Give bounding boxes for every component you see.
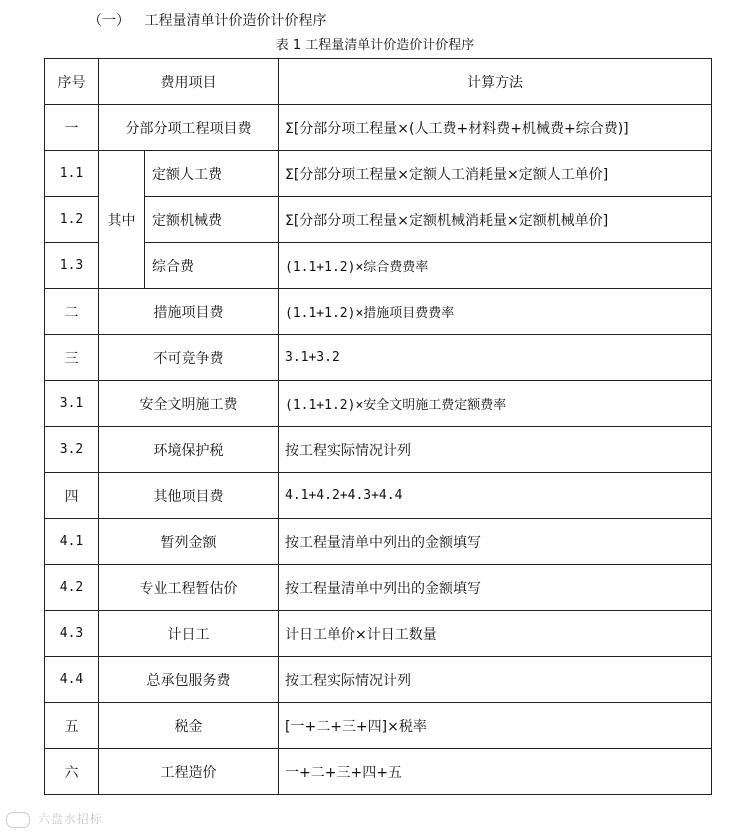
row-method: 一+二+三+四+五 [279, 749, 712, 795]
header-method: 计算方法 [279, 59, 712, 105]
row-item: 安全文明施工费 [99, 381, 279, 427]
table-row [45, 611, 712, 657]
row-seq: 4.2 [45, 565, 99, 611]
row-item: 总承包服务费 [99, 657, 279, 703]
row-method: (1.1+1.2)×措施项目费费率 [279, 289, 712, 335]
row-item: 不可竞争费 [99, 335, 279, 381]
table-row [45, 381, 712, 427]
row-method: 按工程实际情况计列 [279, 657, 712, 703]
table-row [45, 151, 712, 197]
row-item: 计日工 [99, 611, 279, 657]
row-seq: 4.1 [45, 519, 99, 565]
row-method: 计日工单价×计日工数量 [279, 611, 712, 657]
row-seq: 三 [45, 335, 99, 381]
watermark-text: 六盘水招标 [37, 812, 103, 826]
table-row [45, 749, 712, 795]
table-row [45, 565, 712, 611]
row-method: Σ[分部分项工程量×定额人工消耗量×定额人工单价] [279, 151, 712, 197]
header-item: 费用项目 [99, 59, 279, 105]
table-row [45, 197, 712, 243]
watermark-logo-icon [6, 812, 30, 828]
row-method: 按工程量清单中列出的金额填写 [279, 565, 712, 611]
table-row [45, 427, 712, 473]
row-item: 措施项目费 [99, 289, 279, 335]
row-method: [一+二+三+四]×税率 [279, 703, 712, 749]
row-item: 专业工程暂估价 [99, 565, 279, 611]
row-seq: 3.1 [45, 381, 99, 427]
table-row [45, 473, 712, 519]
row-method: (1.1+1.2)×综合费费率 [279, 243, 712, 289]
row-item: 定额机械费 [145, 197, 279, 243]
row-item: 暂列金额 [99, 519, 279, 565]
table-caption: 表 1 工程量清单计价造价计价程序 [275, 38, 475, 53]
row-seq: 一 [45, 105, 99, 151]
row-item: 工程造价 [99, 749, 279, 795]
table-header-row [45, 59, 712, 105]
table-row [45, 243, 712, 289]
row-seq: 1.2 [45, 197, 99, 243]
group-label: 其中 [99, 151, 145, 289]
row-method: 3.1+3.2 [279, 335, 712, 381]
section-heading [88, 10, 326, 32]
row-seq: 六 [45, 749, 99, 795]
section-title: 工程量清单计价造价计价程序 [144, 13, 327, 29]
table-row [45, 335, 712, 381]
table-row [45, 657, 712, 703]
row-method: 按工程实际情况计列 [279, 427, 712, 473]
watermark [6, 810, 103, 828]
table-row [45, 105, 712, 151]
row-seq: 4.4 [45, 657, 99, 703]
row-method: Σ[分部分项工程量×(人工费+材料费+机械费+综合费)] [279, 105, 712, 151]
row-seq: 1.3 [45, 243, 99, 289]
header-seq: 序号 [45, 59, 99, 105]
row-method: Σ[分部分项工程量×定额机械消耗量×定额机械单价] [279, 197, 712, 243]
row-item: 其他项目费 [99, 473, 279, 519]
row-item: 综合费 [145, 243, 279, 289]
row-item: 分部分项工程项目费 [99, 105, 279, 151]
row-item: 定额人工费 [145, 151, 279, 197]
cost-procedure-table [44, 58, 712, 795]
row-method: 4.1+4.2+4.3+4.4 [279, 473, 712, 519]
row-item: 税金 [99, 703, 279, 749]
section-number: （一） [88, 13, 130, 29]
row-method: (1.1+1.2)×安全文明施工费定额费率 [279, 381, 712, 427]
row-seq: 二 [45, 289, 99, 335]
row-item: 环境保护税 [99, 427, 279, 473]
row-seq: 3.2 [45, 427, 99, 473]
row-seq: 4.3 [45, 611, 99, 657]
table-row [45, 703, 712, 749]
row-seq: 四 [45, 473, 99, 519]
row-seq: 1.1 [45, 151, 99, 197]
row-seq: 五 [45, 703, 99, 749]
table-row [45, 289, 712, 335]
row-method: 按工程量清单中列出的金额填写 [279, 519, 712, 565]
table-row [45, 519, 712, 565]
